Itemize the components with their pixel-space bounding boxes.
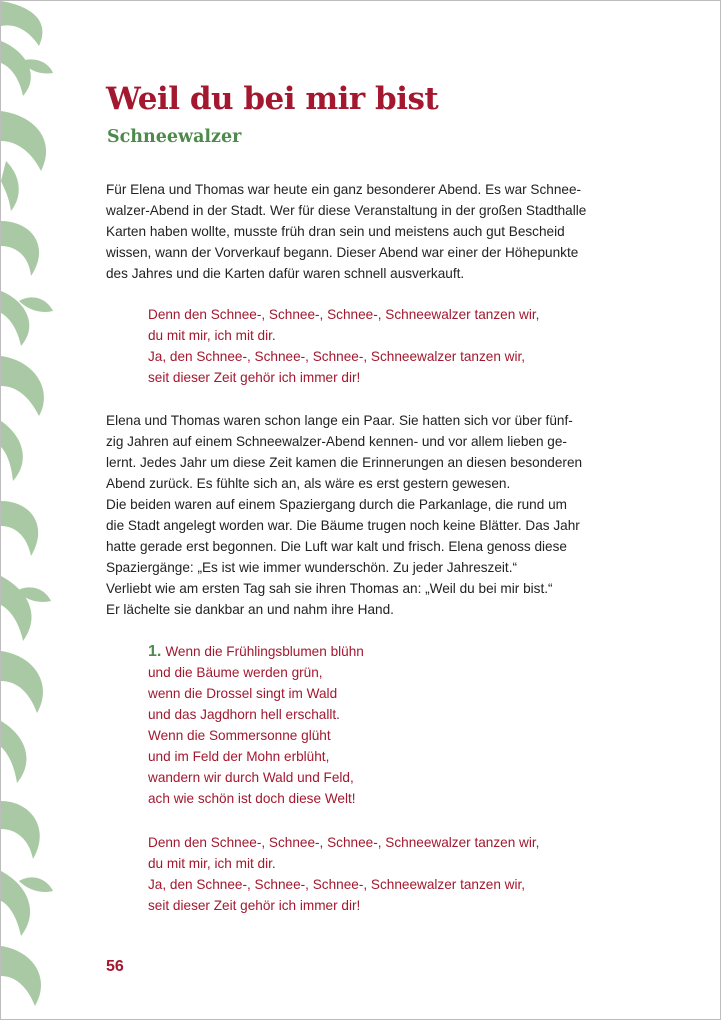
paragraph-story	[106, 410, 626, 620]
verse-one	[148, 641, 364, 809]
page-title: Weil du bei mir bist	[106, 81, 439, 117]
text-line: hatte gerade erst begonnen. Die Luft war kalt und frisch. Elena genoss diese	[106, 539, 567, 554]
text-line: Abend zurück. Es fühlte sich an, als wäre es erst gestern gewesen.	[106, 476, 511, 491]
text-line: lernt. Jedes Jahr um diese Zeit kamen die Erinnerungen an diesen besonderen	[106, 455, 583, 470]
lyric-line: Denn den Schnee-, Schnee-, Schnee-, Schneewalzer tanzen wir,	[148, 835, 540, 850]
lyric-line: ach wie schön ist doch diese Welt!	[148, 791, 356, 806]
lyric-line: du mit mir, ich mit dir.	[148, 328, 276, 343]
refrain-second	[148, 832, 539, 916]
lyric-line: seit dieser Zeit gehör ich immer dir!	[148, 898, 361, 913]
text-line: wissen, wann der Vorverkauf begann. Dieser Abend war einer der Höhepunkte	[106, 245, 579, 260]
text-line: die Stadt angelegt worden war. Die Bäume trugen noch keine Blätter. Das Jahr	[106, 518, 580, 533]
text-line: Die beiden waren auf einem Spaziergang durch die Parkanlage, die rund um	[106, 497, 567, 512]
verse-number: 1.	[148, 643, 162, 660]
lyric-line: und im Feld der Mohn erblüht,	[148, 749, 330, 764]
lyric-line: du mit mir, ich mit dir.	[148, 856, 276, 871]
page-number: 56	[106, 958, 124, 975]
lyric-line: und das Jagdhorn hell erschallt.	[148, 707, 340, 722]
lyric-line: Ja, den Schnee-, Schnee-, Schnee-, Schneewalzer tanzen wir,	[148, 877, 526, 892]
lyric-line	[148, 641, 364, 662]
lyric-line: Wenn die Sommersonne glüht	[148, 728, 331, 743]
lyric-line: Ja, den Schnee-, Schnee-, Schnee-, Schneewalzer tanzen wir,	[148, 349, 526, 364]
page-subtitle: Schneewalzer	[107, 127, 242, 147]
lyric-line: wenn die Drossel singt im Wald	[148, 686, 338, 701]
text-line: Verliebt wie am ersten Tag sah sie ihren Thomas an: „Weil du bei mir bist.“	[106, 581, 553, 596]
text-line: Elena und Thomas waren schon lange ein Paar. Sie hatten sich vor über fünf-	[106, 413, 573, 428]
text-line: Spaziergänge: „Es ist wie immer wunderschön. Zu jeder Jahreszeit.“	[106, 560, 518, 575]
text-line: Er lächelte sie dankbar an und nahm ihre Hand.	[106, 602, 394, 617]
refrain-first	[148, 304, 539, 388]
lyric-line: wandern wir durch Wald und Feld,	[148, 770, 354, 785]
text-line: Für Elena und Thomas war heute ein ganz besonderer Abend. Es war Schnee-	[106, 182, 582, 197]
paragraph-intro	[106, 179, 626, 284]
floral-ornament	[1, 1, 61, 1019]
text-line: zig Jahren auf einem Schneewalzer-Abend kennen- und vor allem lieben ge-	[106, 434, 567, 449]
lyric-line: und die Bäume werden grün,	[148, 665, 323, 680]
text-line: des Jahres und die Karten dafür waren schnell ausverkauft.	[106, 266, 465, 281]
text-line: walzer-Abend in der Stadt. Wer für diese Veranstaltung in der großen Stadthalle	[106, 203, 587, 218]
lyric-line: seit dieser Zeit gehör ich immer dir!	[148, 370, 361, 385]
lyric-text: Wenn die Frühlingsblumen blühn	[165, 644, 364, 659]
lyric-line: Denn den Schnee-, Schnee-, Schnee-, Schneewalzer tanzen wir,	[148, 307, 540, 322]
text-line: Karten haben wollte, musste früh dran sein und meistens auch gut Bescheid	[106, 224, 565, 239]
